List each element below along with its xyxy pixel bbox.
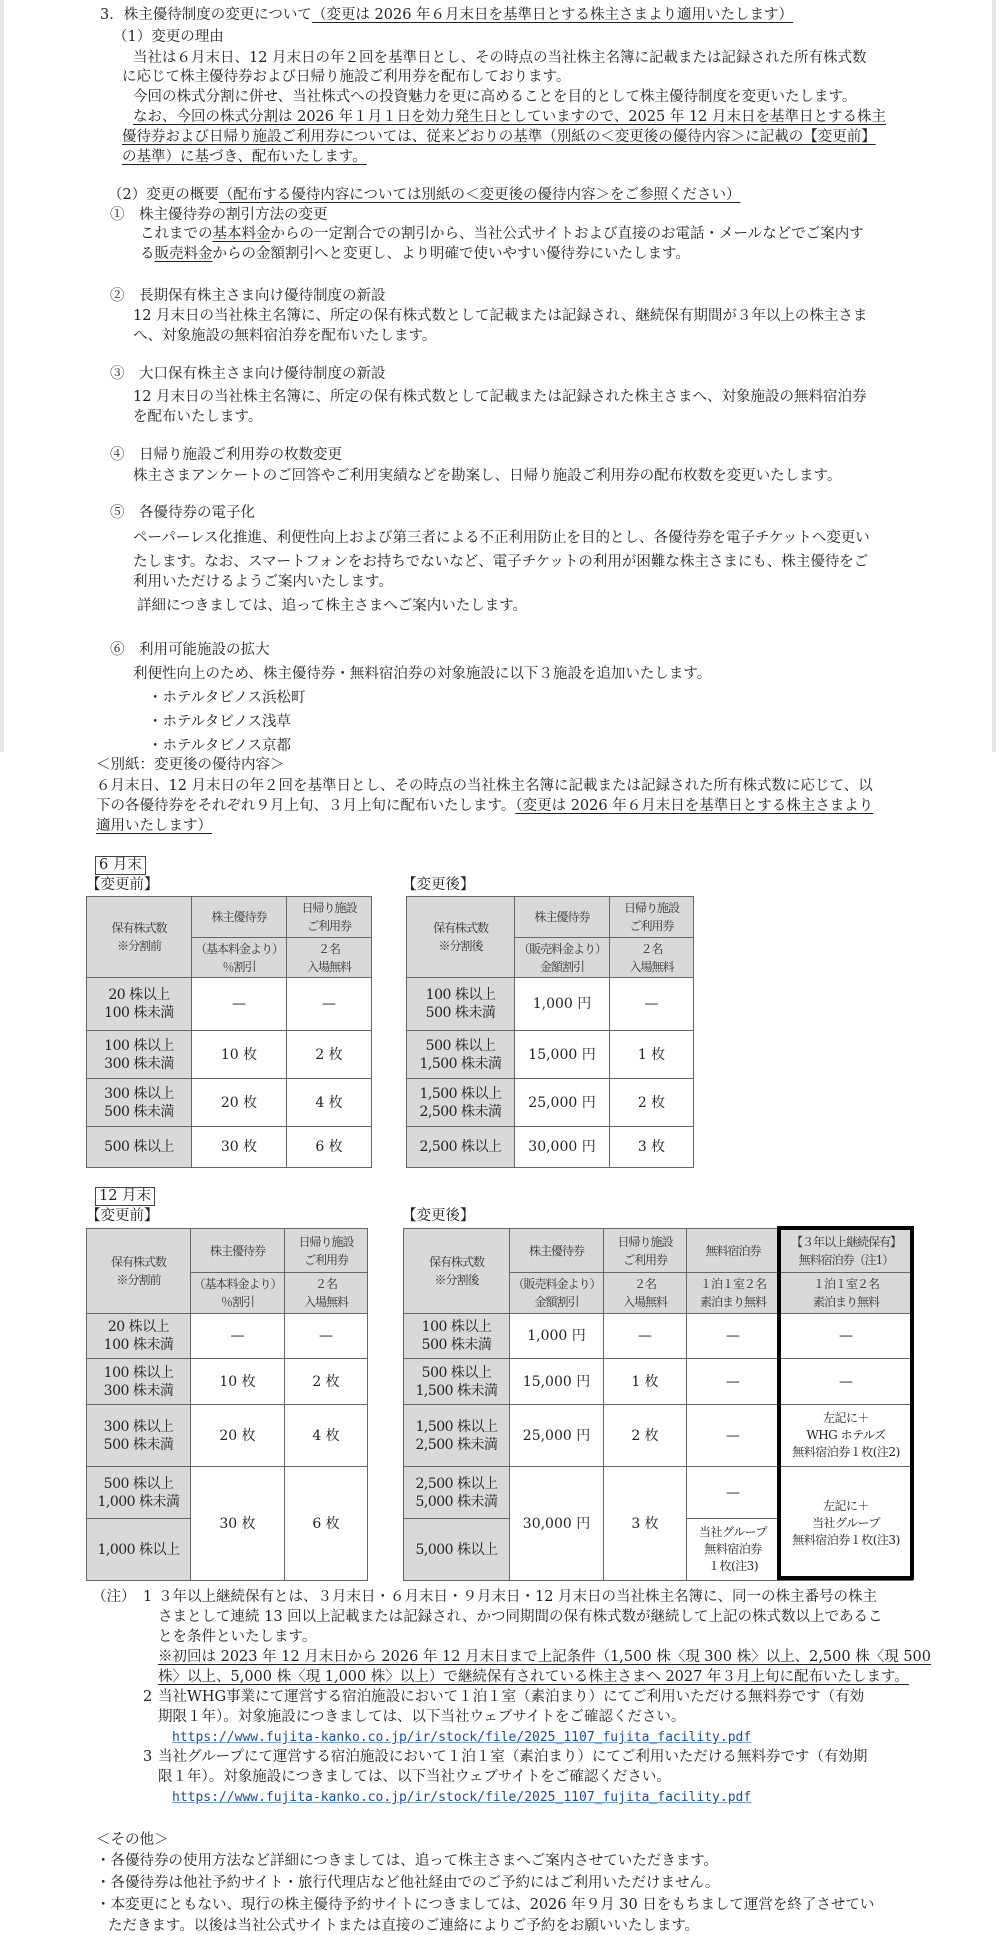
benefit-cell: 1 枚 (610, 1031, 694, 1079)
shares-held-cell: 20 株以上 100 株未満 (87, 1314, 191, 1359)
text-line (96, 817, 212, 835)
text-segment: を配布いたします。 (133, 409, 263, 425)
underlined-text: （変更は 2026 年６月末日を基準日とする株主さまより (515, 798, 874, 814)
text-line (133, 108, 886, 126)
column-subheader: （基本料金より） ％割引 (192, 938, 287, 978)
text-segment: ・ホテルタビノス浜松町 (148, 690, 306, 706)
text-line (133, 573, 393, 591)
text-segment: 利便性向上のため、株主優待券・無料宿泊券の対象施設に以下３施設を追加いたします。 (133, 666, 712, 682)
shares-held-cell: 1,500 株以上 2,500 株未満 (404, 1405, 510, 1467)
text-line (148, 737, 291, 755)
text-segment: ③ 大口保有株主さま向け優待制度の新設 (110, 366, 386, 382)
benefit-cell: 当社グループ 無料宿泊券 １枚(注3) (687, 1519, 780, 1581)
text-segment: 当社WHG事業にて運営する宿泊施設において１泊１室（素泊まり）にてご利用いただける無料券です（有効 (158, 1689, 865, 1705)
text-line (143, 1588, 152, 1606)
shares-held-cell: 500 株以上 (87, 1127, 192, 1168)
text-line (122, 68, 570, 86)
column-subheader: （販売料金より） 金額割引 (510, 1273, 604, 1314)
text-segment: さまとして連続 13 回以上記載または記録され、かつ同期間の保有株式数が継続して上記の株式数以上であるこ (158, 1609, 883, 1625)
column-subheader: １泊１室２名 素泊まり無料 (687, 1273, 780, 1314)
text-line (140, 245, 690, 263)
column-subheader: （販売料金より） 金額割引 (515, 938, 610, 978)
text-segment: ・ホテルタビノス京都 (148, 738, 291, 754)
underlined-text: （変更は 2026 年６月末日を基準日とする株主さまより適用いたします） (311, 7, 794, 23)
underlined-text: 販売料金 (154, 246, 213, 262)
text-segment: 当社は６月末日、12 月末日の年２回を基準日とし、その時点の当社株主名簿に記載または記録された所有株式数 (133, 50, 867, 66)
benefit-cell: 左記に＋ WHG ホテルズ 無料宿泊券１枚(注2) (780, 1405, 913, 1467)
text-segment: ・各優待券の使用方法など詳細につきましては、追って株主さまへご案内させていただきます。 (96, 1853, 719, 1869)
text-line (133, 467, 841, 485)
text-line (110, 287, 386, 305)
table-row (407, 1127, 694, 1168)
column-header: 日帰り施設 ご利用券 (287, 897, 372, 938)
column-subheader: １泊１室２名 素泊まり無料 (780, 1273, 913, 1314)
text-line (110, 641, 270, 659)
text-segment: 12 月末日の当社株主名簿に、所定の保有株式数として記載または記録され、継続保有期間が３年以上の株主さま (133, 308, 868, 324)
column-header: 株主優待券 (192, 897, 287, 938)
table-row (407, 1031, 694, 1079)
text-segment: 利用いただけるようご案内いたします。 (133, 574, 393, 590)
benefit-cell: 30,000 円 (515, 1127, 610, 1168)
benefit-cell: 25,000 円 (515, 1079, 610, 1127)
column-header: 【３年以上継続保有】 無料宿泊券（注1） (780, 1229, 913, 1273)
facility-link[interactable]: https://www.fujita-kanko.co.jp/ir/stock/file/2025_1107_fujita_facility.pdf (172, 1730, 752, 1745)
underlined-text: なお、今回の株式分割は 2026 年１月１日を効力発生日としていますので、2025 年 12 月末日を基準日とする株主 (133, 109, 887, 125)
shares-held-cell: 2,500 株以上 (407, 1127, 515, 1168)
text-line (96, 1874, 719, 1892)
text-segment: 今回の株式分割に併せ、当社株式への投資魅力を更に高めることを目的として株主優待制度を変更いたします。 (133, 89, 857, 105)
shares-held-cell: 5,000 株以上 (404, 1519, 510, 1581)
text-segment: ・ホテルタビノス浅草 (148, 714, 291, 730)
benefit-cell: — (191, 1314, 285, 1359)
text-line (158, 1668, 909, 1686)
text-line (110, 365, 386, 383)
text-segment: 詳細につきましては、追って株主さまへご案内いたします。 (137, 598, 528, 614)
text-line (133, 529, 870, 547)
text-line (108, 186, 740, 204)
june-before-label: 【変更前】 (86, 877, 159, 893)
benefit-cell: — (780, 1314, 913, 1359)
benefit-cell: 15,000 円 (515, 1031, 610, 1079)
text-segment: 株主さまアンケートのご回答やご利用実績などを勘案し、日帰り施設ご利用券の配布枚数を変更いたします。 (133, 468, 842, 484)
column-subheader: ２名 入場無料 (285, 1273, 368, 1314)
benefit-cell: 20 枚 (191, 1405, 285, 1467)
text-segment: ６月末日、12 月末日の年２回を基準日とし、その時点の当社株主名簿に記載または記録された所有株式数に応じて、以 (96, 778, 873, 794)
shares-held-cell: 500 株以上 1,500 株未満 (404, 1359, 510, 1405)
text-segment: ＜その他＞ (96, 1832, 169, 1848)
benefit-cell: — (604, 1314, 687, 1359)
text-line (133, 408, 262, 426)
column-header: 保有株式数 ※分割後 (404, 1229, 510, 1314)
text-segment: へ、対象施設の無料宿泊券を配布いたします。 (133, 328, 437, 344)
text-line (96, 797, 873, 815)
text-line (108, 1917, 699, 1935)
table-row (87, 1031, 372, 1079)
text-line (133, 665, 711, 683)
text-segment: からの一定割合での割引から、当社公式サイトおよび直接のお電話・メールなどでご案内す (270, 226, 864, 242)
benefit-cell: — (687, 1467, 780, 1519)
text-segment: たします。なお、スマートフォンをお持ちでないなど、電子チケットの利用が困難な株主さまにも、株主優待をご (133, 554, 869, 570)
text-segment: 限１年）。対象施設につきましては、以下当社ウェブサイトをご確認ください。 (158, 1769, 671, 1785)
table-row (87, 1314, 368, 1359)
column-header: 保有株式数 ※分割前 (87, 1229, 191, 1314)
text-line (122, 128, 876, 146)
text-segment: 2 (143, 1689, 153, 1705)
benefit-cell: — (192, 978, 287, 1031)
text-segment: ① 株主優待券の割引方法の変更 (110, 207, 328, 223)
underlined-text: （配布する優待内容については別紙の＜変更後の優待内容＞をご参照ください） (218, 187, 741, 203)
text-line (110, 206, 328, 224)
december-before-label: 【変更前】 (86, 1208, 159, 1224)
table-row (404, 1314, 913, 1359)
underlined-text: 株〉以上、5,000 株〈現 1,000 株〉以上）で継続保有されている株主さまへ 2027 年３月上旬に配布いたします。 (158, 1669, 909, 1685)
benefit-cell: — (687, 1359, 780, 1405)
text-line (158, 1648, 931, 1666)
shares-held-cell: 300 株以上 500 株未満 (87, 1405, 191, 1467)
text-segment: ⑥ 利用可能施設の拡大 (110, 642, 270, 658)
december-label: 12 月末 (95, 1187, 155, 1206)
text-line (96, 1896, 874, 1914)
column-subheader: ２名 入場無料 (610, 938, 694, 978)
shares-held-cell: 100 株以上 500 株未満 (407, 978, 515, 1031)
benefit-cell: 30,000 円 (510, 1467, 604, 1581)
shares-held-cell: 100 株以上 300 株未満 (87, 1359, 191, 1405)
benefit-cell: 20 枚 (192, 1079, 287, 1127)
table-row (87, 1359, 368, 1405)
text-line (92, 1588, 136, 1606)
column-header: 株主優待券 (515, 897, 610, 938)
benefit-cell: — (687, 1405, 780, 1467)
underlined-text: 基本料金 (212, 226, 271, 242)
table-row (87, 1079, 372, 1127)
benefit-cell: 4 枚 (287, 1079, 372, 1127)
text-segment: とを条件といたします。 (158, 1629, 317, 1645)
benefit-cell: 10 枚 (192, 1031, 287, 1079)
shares-held-cell: 2,500 株以上 5,000 株未満 (404, 1467, 510, 1519)
text-segment: ペーパーレス化推進、利便性向上および第三者による不正利用防止を目的とし、各優待券を電子チケットへ変更い (133, 530, 870, 546)
benefit-cell: 2 枚 (610, 1079, 694, 1127)
shares-held-cell: 100 株以上 500 株未満 (404, 1314, 510, 1359)
text-line (110, 504, 255, 522)
text-segment: る (140, 246, 155, 262)
text-line (133, 88, 856, 106)
table-row (404, 1359, 913, 1405)
text-segment: これまでの (140, 226, 213, 242)
text-segment: 期限１年）。対象施設につきましては、以下当社ウェブサイトをご確認ください。 (158, 1709, 686, 1725)
underlined-text: 優待券および日帰り施設ご利用券については、従来どおりの基準（別紙の＜変更後の優待内容＞に記載の【変更前】 (122, 129, 876, 145)
text-segment: 12 月末日の当社株主名簿に、所定の保有株式数として記載または記録された株主さまへ、対象施設の無料宿泊券 (133, 389, 867, 405)
column-header: 無料宿泊券 (687, 1229, 780, 1273)
june-before-table (86, 896, 372, 1168)
text-line (137, 597, 527, 615)
june-after-table (406, 896, 694, 1168)
text-line (96, 756, 285, 774)
text-segment: 下の各優待券をそれぞれ９月上旬、３月上旬に配布いたします。 (96, 798, 516, 814)
text-line (110, 446, 342, 464)
benefit-cell: 2 枚 (604, 1405, 687, 1467)
benefit-cell: 2 枚 (287, 1031, 372, 1079)
text-line (158, 1588, 877, 1606)
column-subheader: ２名 入場無料 (604, 1273, 687, 1314)
text-line (133, 307, 867, 325)
benefit-cell: 6 枚 (285, 1467, 368, 1581)
text-line (148, 713, 291, 731)
text-line (96, 777, 873, 795)
june-label: 6 月末 (95, 856, 146, 875)
table-row (407, 978, 694, 1031)
benefit-cell: 30 枚 (191, 1467, 285, 1581)
column-subheader: ２名 入場無料 (287, 938, 372, 978)
text-segment: ・本変更にともない、現行の株主優待予約サイトにつきましては、2026 年９月 30 日をもちまして運営を終了させてい (96, 1897, 875, 1913)
text-line (158, 1628, 316, 1646)
benefit-cell: 6 枚 (287, 1127, 372, 1168)
shares-held-cell: 500 株以上 1,500 株未満 (407, 1031, 515, 1079)
benefit-cell: — (285, 1314, 368, 1359)
text-line (143, 1688, 152, 1706)
text-line (158, 1768, 671, 1786)
text-segment: 1 (143, 1589, 153, 1605)
text-segment: ⑤ 各優待券の電子化 (110, 505, 255, 521)
column-header: 日帰り施設 ご利用券 (604, 1229, 687, 1273)
benefit-cell: 左記に＋ 当社グループ 無料宿泊券１枚(注3) (780, 1467, 913, 1581)
benefit-cell: — (687, 1314, 780, 1359)
underlined-text: 適用いたします） (96, 818, 212, 834)
text-line (158, 1608, 883, 1626)
text-line (148, 689, 305, 707)
table-row (404, 1405, 913, 1467)
column-subheader: （基本料金より） ％割引 (191, 1273, 285, 1314)
column-header: 株主優待券 (510, 1229, 604, 1273)
benefit-cell: 3 枚 (604, 1467, 687, 1581)
column-header: 保有株式数 ※分割前 (87, 897, 192, 978)
june-after-label: 【変更後】 (402, 877, 475, 893)
december-after-label: 【変更後】 (402, 1208, 475, 1224)
shares-held-cell: 100 株以上 300 株未満 (87, 1031, 192, 1079)
text-segment: に応じて株主優待券および日帰り施設ご利用券を配布しております。 (122, 69, 571, 85)
benefit-cell: — (287, 978, 372, 1031)
text-line (140, 225, 864, 243)
underlined-text: ※初回は 2023 年 12 月末日から 2026 年 12 月末日まで上記条件（1,500 株〈現 300 株〉以上、2,500 株〈現 500 (158, 1649, 931, 1665)
benefit-cell: 10 枚 (191, 1359, 285, 1405)
benefit-cell: 2 枚 (285, 1359, 368, 1405)
text-line (96, 1831, 169, 1849)
text-line (158, 1688, 864, 1706)
facility-link[interactable]: https://www.fujita-kanko.co.jp/ir/stock/file/2025_1107_fujita_facility.pdf (172, 1790, 752, 1805)
column-header: 日帰り施設 ご利用券 (610, 897, 694, 938)
benefit-cell: 15,000 円 (510, 1359, 604, 1405)
text-segment: ３年以上継続保有とは、３月末日・６月末日・９月末日・12 月末日の当社株主名簿に、同一の株主番号の株主 (158, 1589, 878, 1605)
text-segment: （注） (92, 1589, 136, 1605)
column-header: 保有株式数 ※分割後 (407, 897, 515, 978)
underlined-text: の基準）に基づき、配布いたします。 (122, 149, 367, 165)
december-before-table (86, 1228, 368, 1581)
text-segment: ただきます。以後は当社公式サイトまたは直接のご連絡によりご予約をお願いいたします。 (108, 1918, 700, 1934)
benefit-cell: 1,000 円 (510, 1314, 604, 1359)
text-line (133, 49, 867, 67)
shares-held-cell: 300 株以上 500 株未満 (87, 1079, 192, 1127)
page-edge-right (992, 0, 996, 752)
benefit-cell: 1,000 円 (515, 978, 610, 1031)
benefit-cell: 25,000 円 (510, 1405, 604, 1467)
text-line (100, 6, 793, 24)
text-line (143, 1748, 152, 1766)
text-line (133, 327, 436, 345)
text-line (158, 1708, 685, 1726)
benefit-cell: 1 枚 (604, 1359, 687, 1405)
text-segment: ② 長期保有株主さま向け優待制度の新設 (110, 288, 386, 304)
shares-held-cell: 500 株以上 1,000 株未満 (87, 1467, 191, 1519)
text-segment: 3 (143, 1749, 153, 1765)
december-after-table (403, 1228, 913, 1581)
table-row (407, 1079, 694, 1127)
benefit-cell: 4 枚 (285, 1405, 368, 1467)
text-segment: ＜別紙：変更後の優待内容＞ (96, 757, 285, 773)
text-line (122, 148, 367, 166)
benefit-cell: 30 枚 (192, 1127, 287, 1168)
text-segment: （1）変更の理由 (113, 29, 224, 45)
benefit-cell: — (610, 978, 694, 1031)
text-line (172, 1788, 751, 1807)
shares-held-cell: 20 株以上 100 株未満 (87, 978, 192, 1031)
benefit-cell: — (780, 1359, 913, 1405)
text-line (172, 1728, 751, 1747)
text-segment: 当社グループにて運営する宿泊施設において１泊１室（素泊まり）にてご利用いただける無料券です（有効期 (158, 1749, 868, 1765)
table-row (87, 1467, 368, 1519)
text-line (96, 1852, 718, 1870)
table-row (87, 1405, 368, 1467)
table-row (87, 978, 372, 1031)
page-edge-left (0, 0, 4, 752)
shares-held-cell: 1,000 株以上 (87, 1519, 191, 1581)
shares-held-cell: 1,500 株以上 2,500 株未満 (407, 1079, 515, 1127)
column-header: 株主優待券 (191, 1229, 285, 1273)
column-header: 日帰り施設 ご利用券 (285, 1229, 368, 1273)
table-row (404, 1467, 913, 1519)
text-line (158, 1748, 867, 1766)
benefit-cell: 3 枚 (610, 1127, 694, 1168)
text-line (133, 388, 867, 406)
text-line (133, 553, 868, 571)
text-segment: ・各優待券は他社予約サイト・旅行代理店など他社経由でのご予約にはご利用いただけません。 (96, 1875, 720, 1891)
text-segment: ④ 日帰り施設ご利用券の枚数変更 (110, 447, 342, 463)
text-line (113, 28, 224, 46)
text-segment: 3．株主優待制度の変更について (100, 7, 312, 23)
text-segment: （2）変更の概要 (108, 187, 219, 203)
table-row (87, 1127, 372, 1168)
text-segment: からの金額割引へと変更し、より明確で使いやすい優待券にいたします。 (212, 246, 690, 262)
